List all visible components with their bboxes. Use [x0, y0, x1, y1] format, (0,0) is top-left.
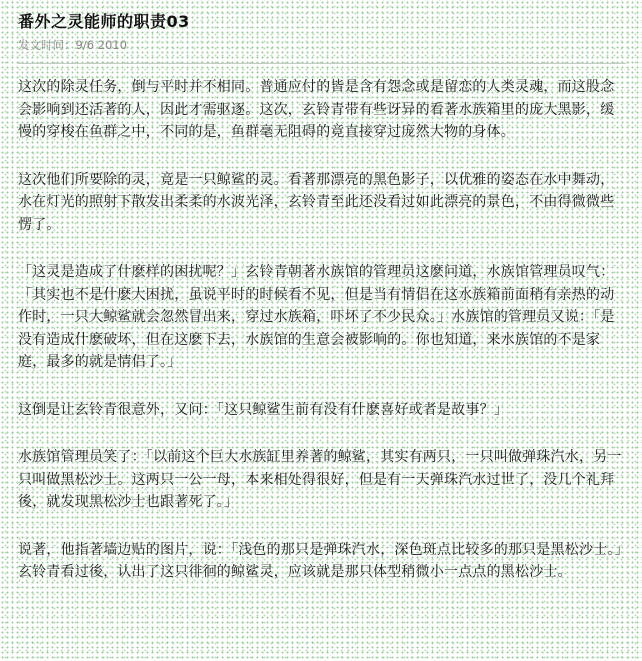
post-paragraph: 这次的除灵任务，倒与平时并不相同。普通应付的皆是含有怨念或是留恋的人类灵魂，而这股念会影响到还活著的人，因此才需驱逐。这次，玄铃青带有些讶异的看著水族箱里的庞大黑影，缓慢的穿梭在鱼群之中，不同的是，鱼群毫无阻碍的竟直接穿过庞然大物的身体。 — [18, 79, 615, 140]
post-date: 9/6 2010 — [75, 38, 127, 52]
post-paragraph: 说著，他指著墙边贴的图片，说：「浅色的那只是弹珠汽水，深色斑点比较多的那只是黑松沙士。」玄铃青看过後，认出了这只徘徊的鲸鲨灵，应该就是那只体型稍微小一点点的黑松沙士。 — [18, 541, 622, 580]
post-title: 番外之灵能师的职责03 — [18, 12, 190, 31]
post-paragraph: 「这灵是造成了什麽样的困扰呢？」玄铃青朝著水族馆的管理员这麽问道，水族馆管理员叹气：「其实也不是什麽大困扰，虽说平时的时候看不见，但是当有情侣在这水族箱前面稍有亲热的动作时，一只大鲸鲨就会忽然冒出来，穿过水族箱，吓坏了不少民众。」水族馆的管理员又说：「是没有造成什麽破坏，但在这麽下去，水族馆的生意会被影响的。你也知道，来水族馆的不是家庭，最多的就是情侣了。」 — [18, 264, 615, 370]
post-paragraph: 这次他们所要除的灵，竟是一只鲸鲨的灵。看著那漂亮的黑色影子，以优雅的姿态在水中舞动，水在灯光的照射下散发出柔柔的水波光泽，玄铃青至此还没看过如此漂亮的景色，不由得微微些愣了。 — [18, 171, 615, 233]
title-divider — [18, 63, 626, 64]
post-body — [18, 76, 626, 584]
post-paragraph: 水族馆管理员笑了：「以前这个巨大水族缸里养著的鲸鲨，其实有两只，一只叫做弹珠汽水，另一只叫做黑松沙士。这两只一公一母，本来相处得很好，但是有一天弹珠汽水过世了，没几个礼拜後，就发现黑松沙士也跟著死了。」 — [18, 449, 622, 510]
post-meta — [18, 37, 626, 53]
blog-post — [18, 10, 626, 609]
post-date-label: 发文时间： — [18, 38, 76, 52]
post-paragraph: 这倒是让玄铃青很意外，又问：「这只鲸鲨生前有没有什麽喜好或者是故事？」 — [18, 401, 508, 418]
